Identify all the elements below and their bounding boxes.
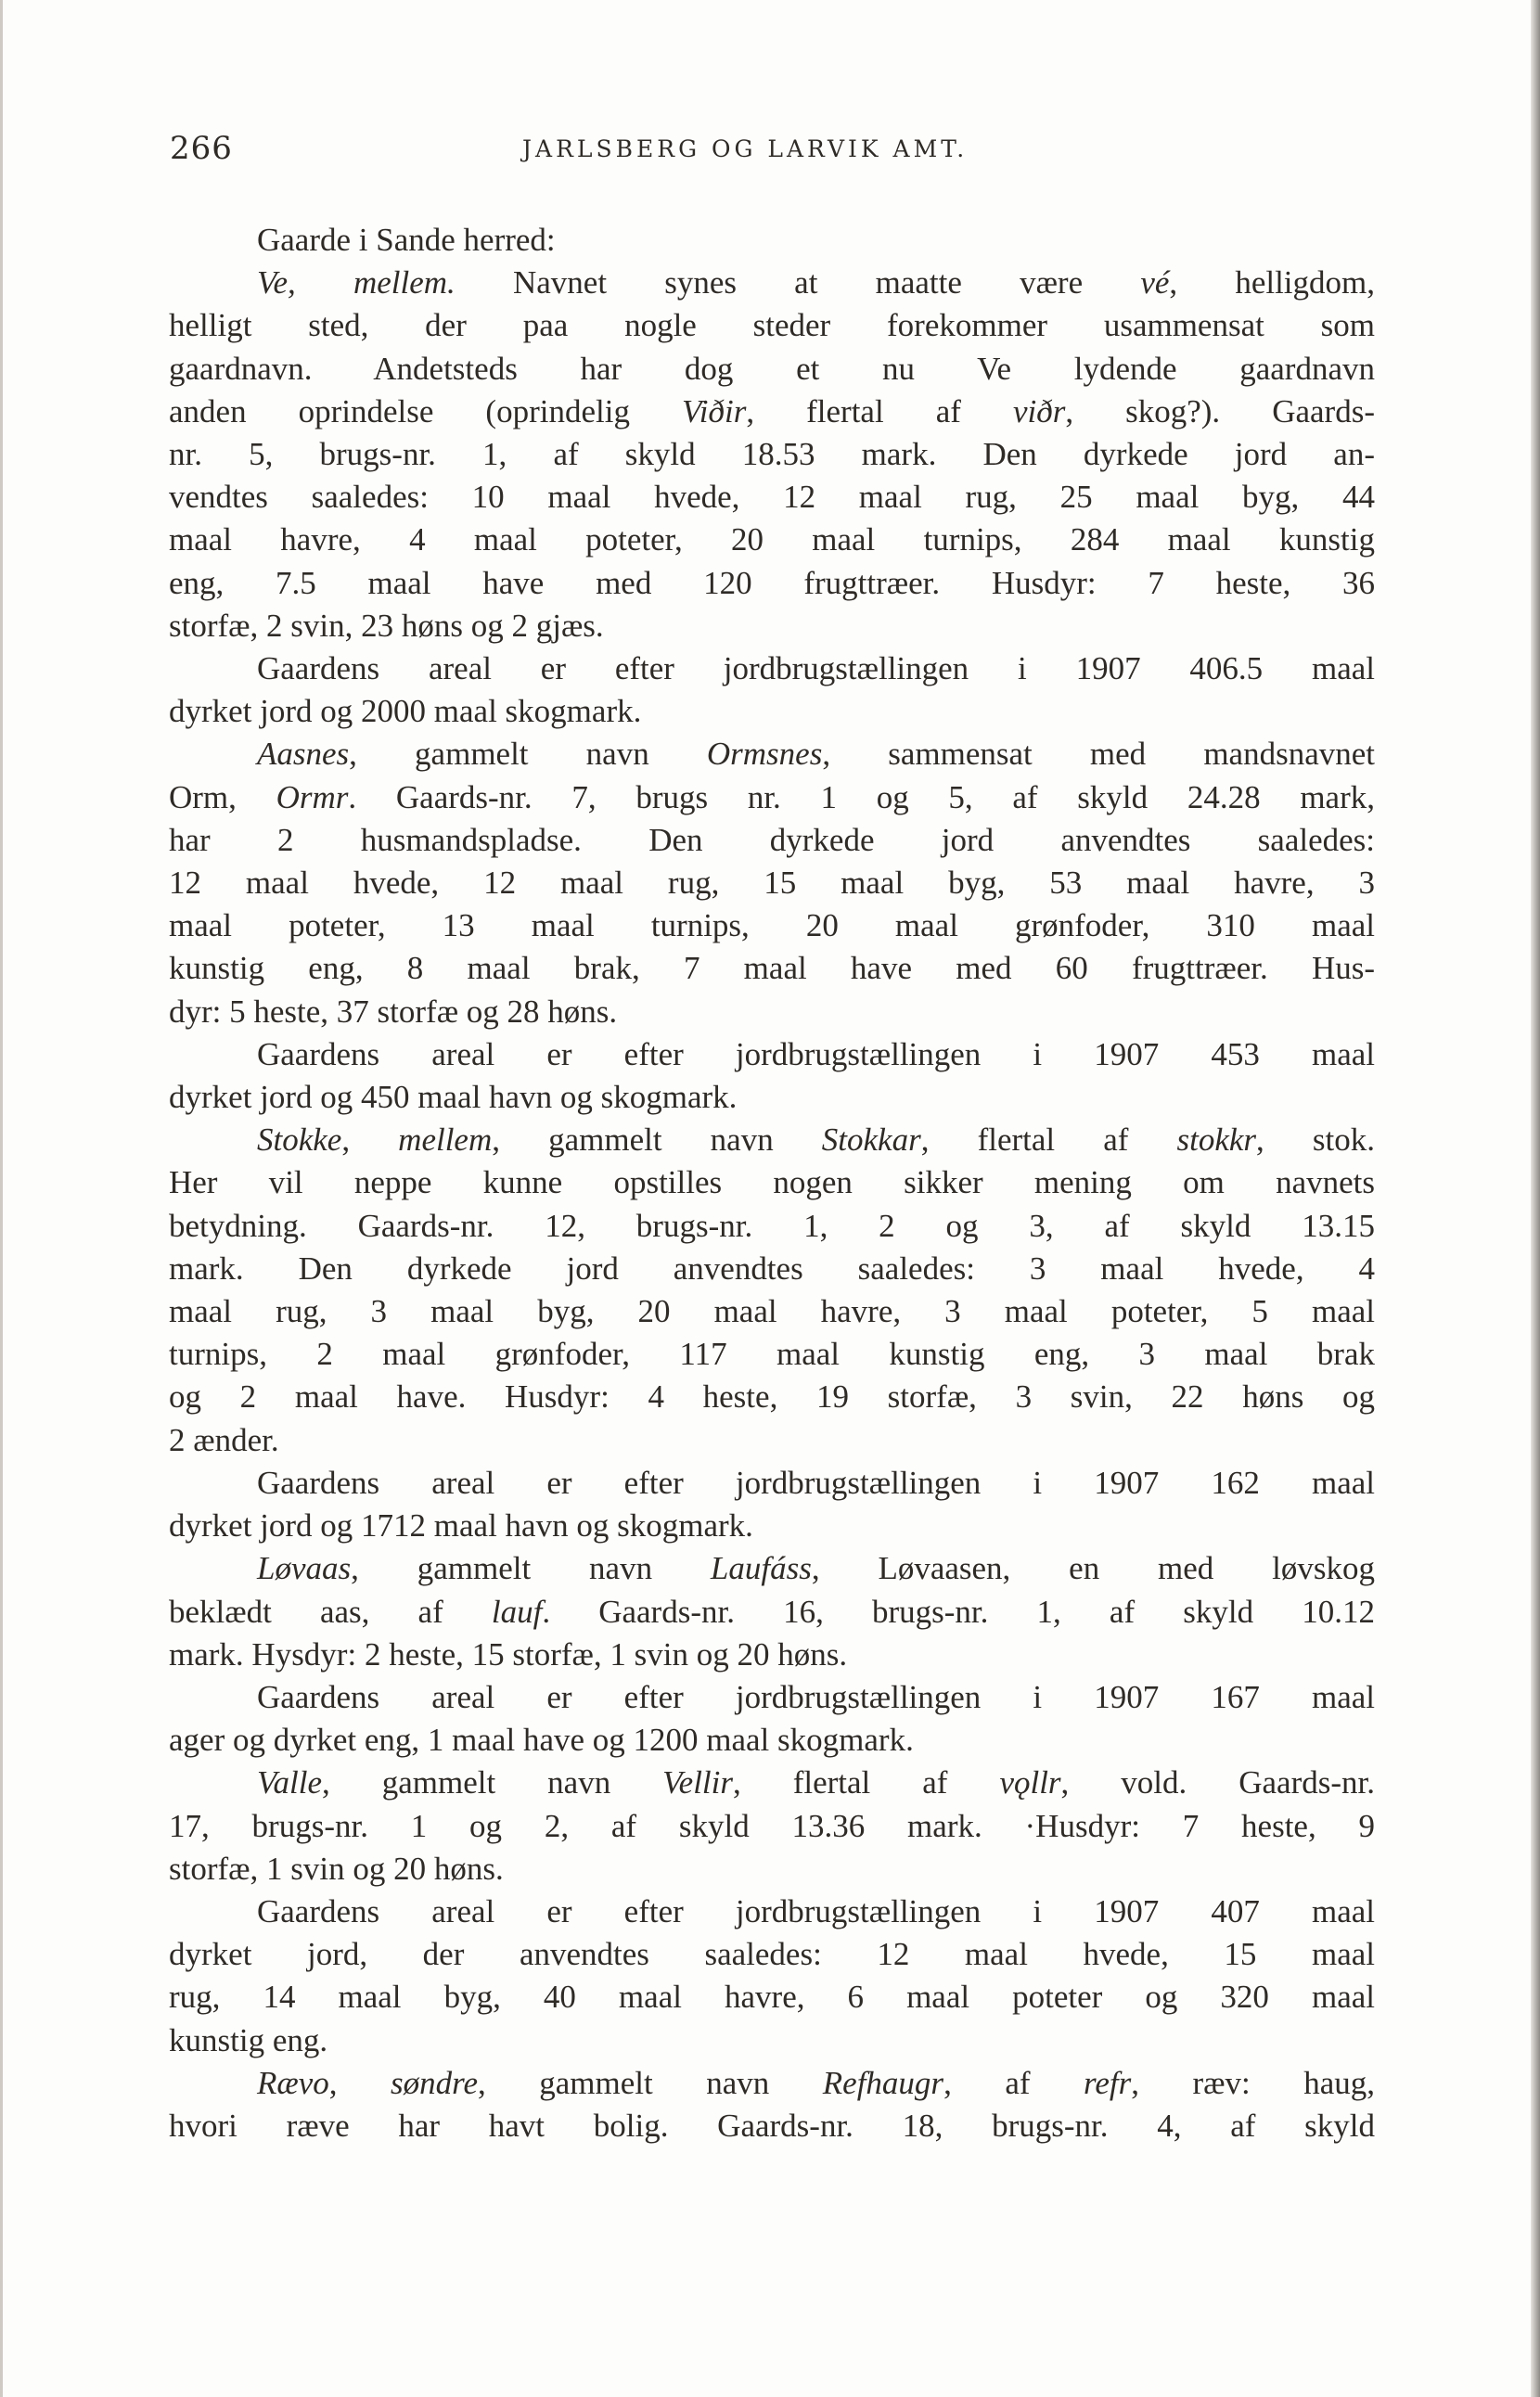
text-run: 2 ænder. (169, 1421, 279, 1458)
paragraph-aasnes-areal (169, 1033, 1375, 1119)
text-run: , gammelt navn (349, 736, 707, 773)
text-line (169, 1161, 1375, 1204)
text-line (169, 1333, 1375, 1376)
text-run: kunstig eng, 8 maal brak, 7 maal have med 60 frugttræer. Hus- (169, 950, 1375, 987)
italic-run: Valle (257, 1764, 322, 1801)
italic-run: Laufáss (710, 1550, 812, 1587)
italic-run: Refhaugr (822, 2064, 944, 2101)
text-run: 12 maal hvede, 12 maal rug, 15 maal byg, 53 maal havre, 3 (169, 865, 1375, 902)
text-run: dyrket jord og 1712 maal havn og skogmark. (169, 1507, 753, 1545)
text-line (169, 391, 1375, 433)
italic-run: Ve, mellem. (257, 264, 456, 301)
text-line (169, 562, 1375, 605)
text-run: rug, 14 maal byg, 40 maal havre, 6 maal poteter og 320 maal (169, 1979, 1375, 2016)
text-line (169, 1033, 1375, 1076)
text-line (169, 1634, 1375, 1676)
italic-run: refr (1084, 2064, 1132, 2101)
text-line (169, 1933, 1375, 1976)
italic-run: Stokke (257, 1122, 342, 1159)
text-run: og 2 maal have. Husdyr: 4 heste, 19 storfæ, 3 svin, 22 høns og (169, 1378, 1375, 1416)
text-run: , Løvaasen, en med løvskog (811, 1550, 1375, 1587)
text-run: , gammelt navn (478, 2064, 823, 2101)
text-line (169, 1547, 1375, 1590)
text-run: , gammelt navn (321, 1764, 663, 1801)
text-run: storfæ, 1 svin og 20 høns. (169, 1850, 504, 1887)
italic-run: Viðir (681, 392, 747, 429)
paragraph-stokke (169, 1119, 1375, 1462)
text-line (169, 2105, 1375, 2147)
text-run: 17, brugs-nr. 1 og 2, af skyld 13.36 mark. ·Husdyr: 7 heste, 9 (169, 1807, 1375, 1844)
text-run: Gaarde i Sande herred: (257, 222, 556, 258)
text-run: Gaardens areal er efter jordbrugstællingen i 1907 167 maal (257, 1678, 1375, 1715)
text-run: Her vil neppe kunne opstilles nogen sikker mening om navnets (169, 1164, 1375, 1201)
text-run: dyrket jord og 2000 maal skogmark. (169, 693, 642, 730)
text-run: , gammelt navn (351, 1550, 711, 1587)
text-line (169, 1976, 1375, 2019)
text-run: beklædt aas, af (169, 1593, 492, 1630)
text-run: nr. 5, brugs-nr. 1, af skyld 18.53 mark. Den dyrkede jord an- (169, 436, 1375, 473)
text-line (169, 819, 1375, 862)
text-line (169, 1462, 1375, 1505)
text-run: mark. Hysdyr: 2 heste, 15 storfæ, 1 svin og 20 høns. (169, 1635, 848, 1673)
text-run: ager og dyrket eng, 1 maal have og 1200 maal skogmark. (169, 1722, 914, 1759)
text-run: , flertal af (920, 1122, 1177, 1159)
italic-run: stokkr (1176, 1122, 1257, 1159)
italic-run: Vellir (662, 1764, 733, 1801)
italic-run: lauf (491, 1593, 543, 1630)
text-line (169, 476, 1375, 519)
text-line (169, 647, 1375, 690)
text-run: Orm, (169, 778, 276, 815)
text-run: maal poteter, 13 maal turnips, 20 maal grønfoder, 310 maal (169, 907, 1375, 944)
italic-run: viðr (1012, 392, 1066, 429)
text-line (169, 1762, 1375, 1804)
text-line (169, 1805, 1375, 1848)
text-line (169, 862, 1375, 904)
text-run: dyr: 5 heste, 37 storfæ og 28 høns. (169, 993, 618, 1030)
text-run: Gaardens areal er efter jordbrugstællingen i 1907 406.5 maal (257, 650, 1375, 687)
paragraph-lovaas (169, 1547, 1375, 1676)
italic-run: Rævo (257, 2064, 329, 2101)
text-line (169, 733, 1375, 776)
text-line (169, 1376, 1375, 1418)
text-run: , vold. Gaards-nr. (1060, 1764, 1375, 1801)
text-run: mark. Den dyrkede jord anvendtes saaledes: 3 maal hvede, 4 (169, 1250, 1375, 1287)
text-line (169, 1248, 1375, 1290)
running-title: JARLSBERG OG LARVIK AMT. (522, 135, 969, 162)
text-line (169, 262, 1375, 304)
text-run: betydning. Gaards-nr. 12, brugs-nr. 1, 2 og 3, af skyld 13.15 (169, 1207, 1375, 1244)
text-run: maal rug, 3 maal byg, 20 maal havre, 3 maal poteter, 5 maal (169, 1293, 1375, 1330)
text-run: . Gaards-nr. 16, brugs-nr. 1, af skyld 10.12 (542, 1593, 1375, 1630)
text-line (169, 1719, 1375, 1762)
text-run: anden oprindelse (oprindelig (169, 392, 682, 429)
page-header (170, 130, 1367, 176)
text-run: maal havre, 4 maal poteter, 20 maal turnips, 284 maal kunstig (169, 521, 1375, 558)
text-line (169, 605, 1375, 647)
text-run: , sammensat med mandsnavnet (822, 736, 1375, 773)
text-run: , (341, 1122, 399, 1159)
text-line (169, 1290, 1375, 1333)
page-right-edge-shadow (1531, 0, 1540, 2397)
text-line (169, 1419, 1375, 1462)
text-run: , stok. (1256, 1122, 1375, 1159)
text-line (169, 1891, 1375, 1933)
text-line (169, 433, 1375, 476)
text-line (169, 1076, 1375, 1119)
text-line (169, 1676, 1375, 1719)
text-line (169, 1205, 1375, 1248)
paragraph-valle-areal (169, 1891, 1375, 2062)
text-run: , flertal af (733, 1764, 1000, 1801)
text-run: , skog?). Gaards- (1065, 392, 1375, 429)
text-run: Gaardens areal er efter jordbrugstællingen i 1907 453 maal (257, 1035, 1375, 1072)
text-run: Gaardens areal er efter jordbrugstællingen i 1907 162 maal (257, 1464, 1375, 1501)
text-line (169, 991, 1375, 1033)
page-number: 266 (170, 130, 233, 167)
italic-run: søndre (391, 2064, 479, 2101)
italic-run: vǫllr (999, 1764, 1061, 1801)
text-run: vendtes saaledes: 10 maal hvede, 12 maal rug, 25 maal byg, 44 (169, 479, 1375, 516)
text-line (169, 1119, 1375, 1161)
italic-run: Aasnes (257, 736, 350, 773)
text-line (169, 348, 1375, 391)
paragraph-intro (169, 219, 1375, 262)
italic-run: mellem (398, 1122, 493, 1159)
text-line (169, 690, 1375, 733)
text-run: Navnet synes at maatte være (455, 264, 1141, 301)
text-line (169, 2062, 1375, 2105)
paragraph-ve (169, 262, 1375, 647)
text-line (169, 776, 1375, 819)
text-line (169, 947, 1375, 990)
text-run: har 2 husmandspladse. Den dyrkede jord anvendtes saaledes: (169, 821, 1375, 858)
italic-run: Ormr (276, 778, 349, 815)
italic-run: vé (1140, 264, 1170, 301)
text-run: Gaardens areal er efter jordbrugstællingen i 1907 407 maal (257, 1892, 1375, 1929)
paragraph-ve-areal (169, 647, 1375, 733)
text-run: , flertal af (746, 392, 1013, 429)
page-left-edge (0, 0, 3, 2397)
text-line (169, 904, 1375, 947)
paragraph-aasnes (169, 733, 1375, 1032)
text-run: dyrket jord, der anvendtes saaledes: 12 maal hvede, 15 maal (169, 1936, 1375, 1973)
text-line (169, 304, 1375, 347)
text-run: , af (943, 2064, 1084, 2101)
text-run: , gammelt navn (492, 1122, 822, 1159)
italic-run: Stokkar (821, 1122, 921, 1159)
text-line (169, 219, 1375, 262)
text-run: dyrket jord og 450 maal havn og skogmark. (169, 1079, 738, 1116)
paragraph-valle (169, 1762, 1375, 1891)
text-line (169, 519, 1375, 561)
paragraph-lovaas-areal (169, 1676, 1375, 1762)
text-run: . Gaards-nr. 7, brugs nr. 1 og 5, af skyld 24.28 mark, (348, 778, 1375, 815)
text-run: kunstig eng. (169, 2021, 328, 2058)
paragraph-raevo (169, 2062, 1375, 2147)
italic-run: Ormsnes (706, 736, 823, 773)
text-line (169, 2019, 1375, 2062)
italic-run: Løvaas (257, 1550, 352, 1587)
text-run: hvori ræve har havt bolig. Gaards-nr. 18, brugs-nr. 4, af skyld (169, 2107, 1375, 2144)
text-run: eng, 7.5 maal have med 120 frugttræer. Husdyr: 7 heste, 36 (169, 564, 1375, 601)
text-run: gaardnavn. Andetsteds har dog et nu Ve lydende gaardnavn (169, 350, 1375, 387)
text-run: storfæ, 2 svin, 23 høns og 2 gjæs. (169, 607, 604, 644)
text-run: , ræv: haug, (1131, 2064, 1375, 2101)
text-run: turnips, 2 maal grønfoder, 117 maal kunstig eng, 3 maal brak (169, 1336, 1375, 1373)
text-run: , (328, 2064, 391, 2101)
paragraph-stokke-areal (169, 1462, 1375, 1547)
text-run: helligt sted, der paa nogle steder forekommer usammensat som (169, 307, 1375, 344)
body-text (169, 219, 1375, 2147)
text-line (169, 1591, 1375, 1634)
text-run: , helligdom, (1169, 264, 1376, 301)
text-line (169, 1848, 1375, 1891)
text-line (169, 1505, 1375, 1547)
